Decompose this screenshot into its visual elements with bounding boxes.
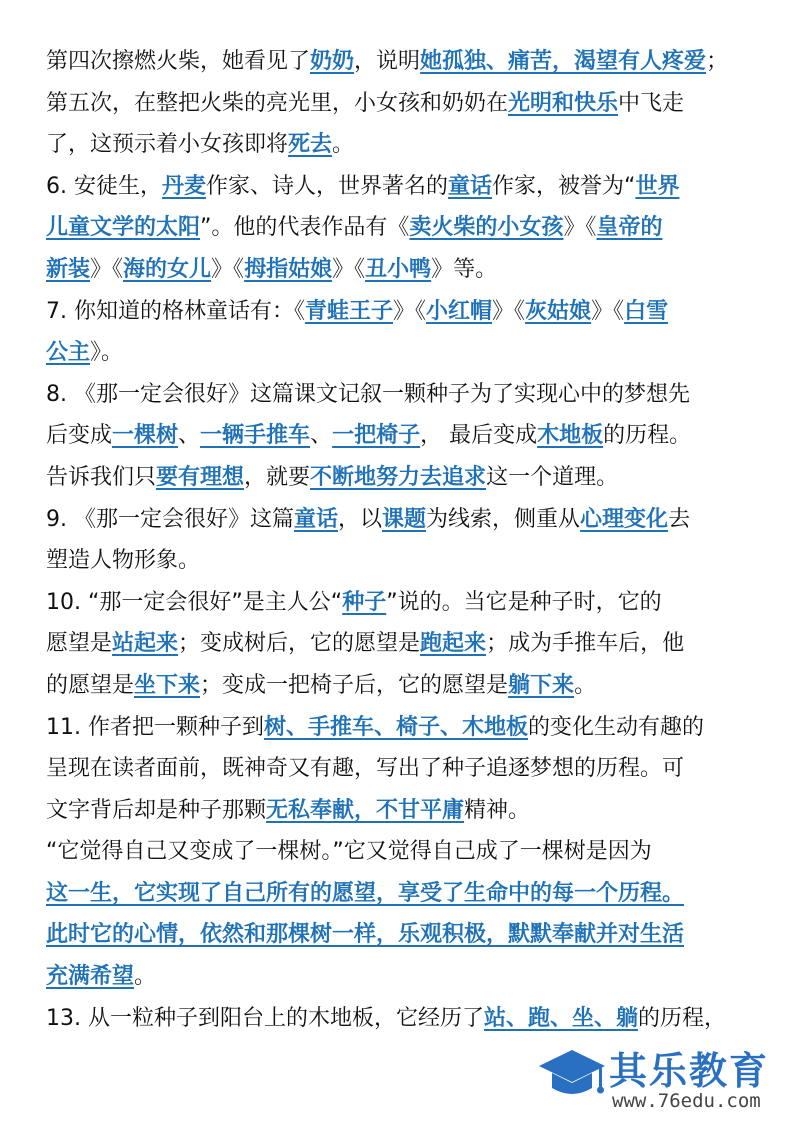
text-line	[46, 790, 756, 832]
plain-text: 第五次，在整把火柴的亮光里，小女孩和奶奶在	[46, 90, 509, 116]
text-line	[46, 291, 756, 333]
answer-text: 跑起来	[420, 631, 487, 657]
watermark-logo	[537, 1040, 787, 1116]
plain-text: ，就要	[244, 464, 311, 490]
plain-text: 9. 《那一定会很好》这篇	[46, 506, 294, 532]
plain-text: 6. 安徒生，	[46, 173, 162, 199]
plain-text: 》《	[393, 298, 427, 324]
plain-text: ；变成树后，它的愿望是	[178, 631, 421, 657]
answer-text: 海的女儿	[123, 256, 212, 282]
plain-text: 》《	[492, 298, 526, 324]
plain-text: 告诉我们只	[46, 464, 157, 490]
text-line	[46, 956, 756, 998]
answer-text: 树、手推车、椅子、木地板	[263, 714, 528, 740]
text-line	[46, 124, 756, 166]
plain-text: ；成为手推车后，他	[486, 631, 685, 657]
answer-text: 此时它的心情，依然和那棵树一样，乐观积极，默默奉献并对生活	[46, 922, 685, 948]
answer-text: 站起来	[112, 631, 179, 657]
plain-text: 作家，被誉为“	[492, 173, 636, 199]
plain-text: 文字背后却是种子那颗	[46, 797, 267, 823]
plain-text: 塑造人物形象。	[46, 548, 201, 574]
text-line	[46, 332, 756, 374]
answer-text: 木地板	[537, 423, 604, 449]
answer-text: 新装	[46, 256, 91, 282]
answer-text: 小红帽	[426, 298, 493, 324]
plain-text: 作家、诗人，世界著名的	[206, 173, 449, 199]
plain-text: 。	[332, 132, 355, 158]
plain-text: ”。他的代表作品有《	[200, 215, 410, 241]
answer-text: 不断地努力去追求	[310, 464, 487, 490]
text-line	[46, 207, 756, 249]
plain-text: 第四次擦燃火柴，她看见了	[46, 49, 311, 74]
answer-text: 世界	[635, 173, 680, 199]
answer-text: 丑小鸭	[365, 256, 432, 282]
plain-text: 、	[178, 423, 201, 449]
plain-text: 为线索，侧重从	[426, 506, 581, 532]
answer-text: 童话	[448, 173, 493, 199]
answer-text: 卖火柴的小女孩	[409, 215, 564, 241]
plain-text: 。	[134, 964, 157, 990]
answer-text: 要有理想	[156, 464, 245, 490]
plain-text: 愿望是	[46, 631, 113, 657]
answer-text: 她孤独、痛苦，渴望有人疼爱	[420, 49, 707, 74]
text-line	[46, 540, 756, 582]
answer-text: 这一生，它实现了自己所有的愿望，享受了生命中的每一个历程。	[46, 880, 685, 906]
text-line	[46, 998, 756, 1040]
brand-name: 其乐教育	[609, 1049, 770, 1093]
brand-url: www.76edu.com	[612, 1090, 761, 1112]
plain-text: 的愿望是	[46, 672, 135, 698]
text-line	[46, 457, 756, 499]
plain-text: 13. 从一粒种子到阳台上的木地板，它经历了	[46, 1005, 484, 1031]
plain-text: 。	[574, 672, 597, 698]
plain-text: 》等。	[431, 256, 498, 282]
text-line	[46, 707, 756, 749]
answer-text: 青蛙王子	[304, 298, 393, 324]
plain-text: 》《	[90, 256, 124, 282]
text-line	[46, 166, 756, 208]
graduation-cap-icon	[537, 1046, 607, 1106]
plain-text: 这一个道理。	[486, 464, 619, 490]
answer-text: 充满希望	[46, 964, 135, 990]
plain-text: 中飞走	[618, 90, 685, 116]
answer-text: 儿童文学的太阳	[46, 215, 201, 241]
answer-text: 白雪	[624, 298, 669, 324]
plain-text: 了，这预示着小女孩即将	[46, 132, 289, 158]
answer-text: 课题	[382, 506, 427, 532]
plain-text: 10. “那一定会很好”是主人公“	[46, 589, 343, 615]
answer-text: 一把椅子	[332, 423, 421, 449]
answer-text: 光明和快乐	[508, 90, 619, 116]
plain-text: ，以	[338, 506, 383, 532]
answer-text: 一棵树	[112, 423, 179, 449]
text-line	[46, 748, 756, 790]
document-body	[46, 41, 756, 1039]
answer-text: 站、跑、坐、躺	[483, 1005, 638, 1031]
text-line	[46, 623, 756, 665]
text-line	[46, 873, 756, 915]
plain-text: ，说明	[354, 49, 421, 74]
plain-text: 》《	[591, 298, 625, 324]
answer-text: 拇指姑娘	[244, 256, 333, 282]
plain-text: 精神。	[464, 797, 531, 823]
text-line	[46, 665, 756, 707]
text-line	[46, 41, 756, 83]
plain-text: ；	[706, 49, 729, 74]
text-line	[46, 415, 756, 457]
plain-text: 》。	[90, 340, 124, 366]
text-line	[46, 582, 756, 624]
plain-text: “它觉得自己又变成了一棵树。”它又觉得自己成了一棵树是因为	[46, 839, 652, 865]
text-line	[46, 83, 756, 125]
answer-text: 死去	[288, 132, 333, 158]
plain-text: 的历程，	[638, 1005, 727, 1031]
text-line	[46, 374, 756, 416]
plain-text: 7. 你知道的格林童话有：《	[46, 298, 305, 324]
text-line	[46, 249, 756, 291]
plain-text: 的变化生动有趣的	[528, 714, 705, 740]
text-line	[46, 914, 756, 956]
plain-text: 呈现在读者面前，既神奇又有趣，写出了种子追逐梦想的历程。可	[46, 756, 685, 782]
answer-text: 灰姑娘	[525, 298, 592, 324]
plain-text: 去	[668, 506, 691, 532]
answer-text: 皇帝的	[596, 215, 663, 241]
plain-text: 、	[310, 423, 333, 449]
answer-text: 心理变化	[580, 506, 669, 532]
answer-text: 丹麦	[161, 173, 206, 199]
answer-text: 一辆手推车	[200, 423, 311, 449]
answer-text: 无私奉献，不甘平庸	[266, 797, 465, 823]
answer-text: 奶奶	[310, 49, 355, 74]
answer-text: 坐下来	[134, 672, 201, 698]
plain-text: ， 最后变成	[420, 423, 538, 449]
plain-text: 》《	[211, 256, 245, 282]
plain-text: 后变成	[46, 423, 113, 449]
text-line	[46, 499, 756, 541]
plain-text: 的历程。	[603, 423, 692, 449]
answer-text: 童话	[293, 506, 338, 532]
plain-text: 》《	[332, 256, 366, 282]
plain-text: ”说的。当它是种子时，它的	[386, 589, 662, 615]
plain-text: ；变成一把椅子后，它的愿望是	[200, 672, 509, 698]
plain-text: 8. 《那一定会很好》这篇课文记叙一颗种子为了实现心中的梦想先	[46, 381, 690, 407]
plain-text: 11. 作者把一颗种子到	[46, 714, 264, 740]
text-line	[46, 831, 756, 873]
answer-text: 公主	[46, 340, 91, 366]
plain-text: 》《	[563, 215, 597, 241]
answer-text: 躺下来	[508, 672, 575, 698]
answer-text: 种子	[342, 589, 387, 615]
